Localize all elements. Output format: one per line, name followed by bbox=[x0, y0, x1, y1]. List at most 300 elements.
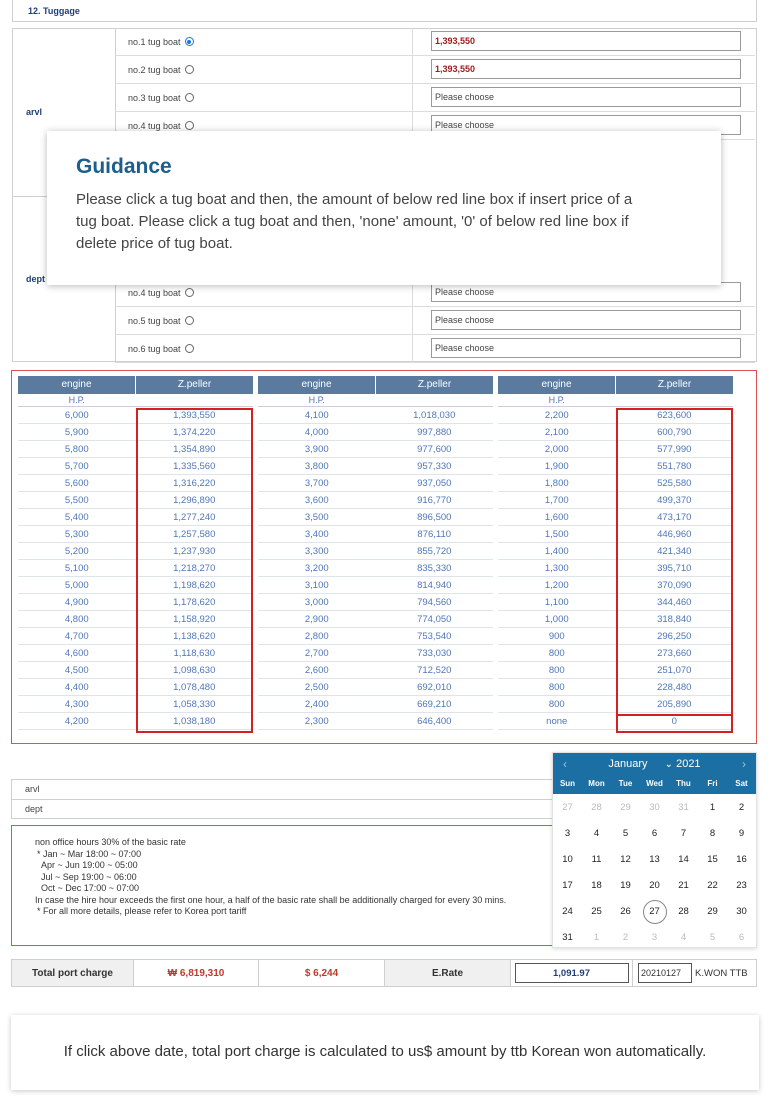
calendar-day[interactable] bbox=[611, 821, 640, 847]
tug-row bbox=[115, 56, 755, 84]
zpeller-cell[interactable]: 370,090 bbox=[657, 580, 692, 591]
engine-cell: 4,200 bbox=[64, 716, 89, 727]
calendar-day[interactable] bbox=[611, 925, 640, 951]
calendar-day-selected[interactable] bbox=[640, 899, 669, 925]
calendar-day-number: 15 bbox=[707, 854, 718, 865]
calendar-day-number: 25 bbox=[591, 906, 602, 917]
calendar-day-number: 6 bbox=[738, 932, 745, 943]
tug-boat-radio[interactable] bbox=[185, 344, 194, 353]
calendar-day[interactable] bbox=[698, 847, 727, 873]
notes-panel bbox=[11, 825, 557, 946]
engine-cell: 4,900 bbox=[64, 597, 89, 608]
calendar-day[interactable] bbox=[727, 899, 756, 925]
engine-cell: 1,500 bbox=[544, 529, 569, 540]
calendar-day[interactable] bbox=[727, 795, 756, 821]
tug-boat-radio[interactable] bbox=[185, 316, 194, 325]
calendar-day-number: 31 bbox=[562, 932, 573, 943]
table-row bbox=[258, 526, 493, 543]
calendar-day-number: 21 bbox=[678, 880, 689, 891]
calendar-day-number: 4 bbox=[680, 932, 687, 943]
month-select[interactable]: January bbox=[608, 757, 648, 770]
calendar-day[interactable] bbox=[611, 847, 640, 873]
calendar-day[interactable] bbox=[698, 795, 727, 821]
engine-cell: 4,800 bbox=[64, 614, 89, 625]
next-month-icon[interactable]: › bbox=[742, 756, 746, 771]
calendar-day-number: 3 bbox=[651, 932, 658, 943]
table-row bbox=[258, 407, 493, 424]
engine-cell: 2,100 bbox=[544, 427, 569, 438]
tug-boat-option[interactable] bbox=[115, 335, 413, 362]
zpeller-cell[interactable]: 1,335,560 bbox=[173, 461, 216, 472]
zpeller-cell[interactable]: 1,198,620 bbox=[173, 580, 216, 591]
zpeller-cell[interactable]: 814,940 bbox=[417, 580, 452, 591]
engine-cell: 900 bbox=[548, 631, 565, 642]
calendar-day[interactable] bbox=[553, 821, 582, 847]
footer-note: If click above date, total port charge is calculated to us$ amount by ttb Korean won automatically. bbox=[11, 1015, 759, 1090]
note-line: Jul ~ Sep 19:00 ~ 06:00 bbox=[41, 871, 137, 882]
zpeller-cell[interactable]: 692,010 bbox=[417, 682, 452, 693]
calendar-day[interactable] bbox=[727, 925, 756, 951]
calendar-day[interactable] bbox=[582, 873, 611, 899]
calendar-day-number: 20 bbox=[649, 880, 660, 891]
zpeller-cell[interactable]: 835,330 bbox=[417, 563, 452, 574]
hours-arvl[interactable]: arvl bbox=[12, 780, 556, 800]
tug-boat-option[interactable] bbox=[115, 28, 413, 55]
calendar-weekdays bbox=[553, 774, 756, 794]
engine-cell: 2,000 bbox=[544, 444, 569, 455]
tug-boat-amount-select[interactable]: Please choose bbox=[431, 338, 741, 358]
calendar-day[interactable] bbox=[669, 925, 698, 951]
zpeller-cell[interactable]: 1,118,630 bbox=[173, 648, 216, 659]
calendar-day-number: 22 bbox=[707, 880, 718, 891]
year-input[interactable]: 2021 bbox=[676, 757, 701, 770]
tug-boat-radio[interactable] bbox=[185, 288, 194, 297]
note-line: In case the hire hour exceeds the first one hour, a half of the basic rate shall be additionally charged for every 30 mins. bbox=[35, 894, 507, 905]
calendar-day-number: 29 bbox=[620, 802, 631, 813]
calendar-month-year bbox=[577, 758, 732, 770]
zpeller-cell[interactable]: 499,370 bbox=[657, 495, 692, 506]
calendar-day-number: 30 bbox=[736, 906, 747, 917]
engine-cell: 5,300 bbox=[64, 529, 89, 540]
calendar-day-number: 6 bbox=[651, 828, 658, 839]
calendar-day[interactable] bbox=[669, 821, 698, 847]
zpeller-cell[interactable]: 1,138,620 bbox=[173, 631, 216, 642]
zpeller-cell[interactable]: 916,770 bbox=[417, 495, 452, 506]
zpeller-cell[interactable]: 855,720 bbox=[417, 546, 452, 557]
unit-label: H.P. bbox=[68, 395, 85, 405]
calendar-day[interactable] bbox=[669, 847, 698, 873]
zpeller-cell[interactable]: 1,237,930 bbox=[173, 546, 216, 557]
weekday-label: Mon bbox=[588, 779, 605, 788]
table-row bbox=[258, 679, 493, 696]
engine-cell: 2,300 bbox=[304, 716, 329, 727]
table-row bbox=[258, 645, 493, 662]
guidance-text: Please click a tug boat and then, the amount of below red line box if insert price of a tug boat. Please click a tug boat and then, 'none' amount, '0' of below red line box if delete price of tug boat. bbox=[76, 191, 633, 252]
calendar-day-number: 14 bbox=[678, 854, 689, 865]
engine-cell: 3,100 bbox=[304, 580, 329, 591]
rate-table-header bbox=[498, 376, 733, 394]
zpeller-cell[interactable]: 395,710 bbox=[657, 563, 692, 574]
engine-cell: none bbox=[546, 716, 568, 727]
engine-cell: 1,600 bbox=[544, 512, 569, 523]
unit-label: H.P. bbox=[548, 395, 565, 405]
tug-boat-radio[interactable] bbox=[185, 93, 194, 102]
zpeller-cell[interactable]: 577,990 bbox=[657, 444, 692, 455]
zpeller-cell[interactable]: 937,050 bbox=[417, 478, 452, 489]
engine-cell: 1,300 bbox=[544, 563, 569, 574]
unit-label: H.P. bbox=[308, 395, 325, 405]
calendar-day[interactable] bbox=[582, 821, 611, 847]
zpeller-cell[interactable]: 318,840 bbox=[657, 614, 692, 625]
unit-blank bbox=[136, 394, 254, 406]
zpeller-cell[interactable]: 525,580 bbox=[657, 478, 692, 489]
engine-cell: 5,100 bbox=[64, 563, 89, 574]
calendar-day-number: 3 bbox=[564, 828, 571, 839]
engine-cell: 1,100 bbox=[544, 597, 569, 608]
zpeller-cell[interactable]: 794,560 bbox=[417, 597, 452, 608]
unit-blank bbox=[616, 394, 734, 406]
date-picker bbox=[552, 752, 757, 948]
engine-cell: 2,900 bbox=[304, 614, 329, 625]
calendar-day-number: 7 bbox=[680, 828, 687, 839]
hours-panel bbox=[11, 779, 557, 819]
calendar-day[interactable] bbox=[611, 795, 640, 821]
date-cell bbox=[633, 960, 756, 986]
engine-cell: 2,600 bbox=[304, 665, 329, 676]
tug-row bbox=[115, 28, 755, 56]
section-title: 12. Tuggage bbox=[12, 0, 757, 22]
tug-boat-amount-select[interactable]: Please choose bbox=[431, 87, 741, 107]
engine-cell: 4,300 bbox=[64, 699, 89, 710]
zpeller-cell[interactable]: 1,158,920 bbox=[173, 614, 216, 625]
zpeller-cell[interactable]: 273,660 bbox=[657, 648, 692, 659]
tug-boat-amount-select[interactable]: Please choose bbox=[431, 115, 741, 135]
chevron-down-icon[interactable]: ⌄ bbox=[664, 758, 674, 770]
calendar-day[interactable] bbox=[698, 899, 727, 925]
engine-cell: 1,000 bbox=[544, 614, 569, 625]
calendar-day[interactable] bbox=[582, 899, 611, 925]
calendar-day-number: 2 bbox=[622, 932, 629, 943]
calendar-day-number: 24 bbox=[562, 906, 573, 917]
calendar-day-number: 29 bbox=[707, 906, 718, 917]
red-line-box-1 bbox=[136, 408, 253, 733]
engine-cell: 2,700 bbox=[304, 648, 329, 659]
calendar-day-number: 5 bbox=[709, 932, 716, 943]
calendar-day-number: 1 bbox=[709, 802, 716, 813]
tug-row bbox=[115, 84, 755, 112]
zpeller-cell[interactable]: 1,277,240 bbox=[173, 512, 216, 523]
unit-row bbox=[498, 394, 733, 407]
calendar-day-number: 5 bbox=[622, 828, 629, 839]
engine-cell: 5,600 bbox=[64, 478, 89, 489]
tug-row bbox=[115, 307, 755, 335]
engine-cell: 3,800 bbox=[304, 461, 329, 472]
calendar-days bbox=[553, 794, 756, 951]
unit-row bbox=[18, 394, 253, 407]
dept-label: dept bbox=[26, 274, 45, 284]
zpeller-cell[interactable]: 228,480 bbox=[657, 682, 692, 693]
calendar-day[interactable] bbox=[698, 821, 727, 847]
tug-boat-radio[interactable] bbox=[185, 121, 194, 130]
tug-boat-label: no.1 tug boat bbox=[128, 37, 181, 47]
table-row bbox=[258, 628, 493, 645]
column-header: Z.peller bbox=[135, 376, 253, 394]
calendar-day[interactable] bbox=[611, 873, 640, 899]
zpeller-cell[interactable]: 1,257,580 bbox=[173, 529, 216, 540]
calendar-day-number: 30 bbox=[649, 802, 660, 813]
weekday-label: Thu bbox=[676, 779, 691, 788]
calendar-day[interactable] bbox=[582, 847, 611, 873]
calendar-day-number: 27 bbox=[643, 900, 667, 924]
tug-boat-label: no.4 tug boat bbox=[128, 121, 181, 131]
weekday-label: Sat bbox=[735, 779, 748, 788]
engine-cell: 1,400 bbox=[544, 546, 569, 557]
engine-cell: 1,700 bbox=[544, 495, 569, 506]
tug-row bbox=[115, 335, 755, 363]
zpeller-cell[interactable]: 1,178,620 bbox=[173, 597, 216, 608]
zpeller-cell[interactable]: 733,030 bbox=[417, 648, 452, 659]
calendar-day[interactable] bbox=[640, 873, 669, 899]
weekday-label: Fri bbox=[707, 779, 718, 788]
zpeller-cell[interactable]: 205,890 bbox=[657, 699, 692, 710]
engine-cell: 2,200 bbox=[544, 410, 569, 421]
calendar-day[interactable] bbox=[640, 795, 669, 821]
arvl-label: arvl bbox=[26, 107, 43, 117]
calendar-day-number: 10 bbox=[562, 854, 573, 865]
engine-cell: 5,400 bbox=[64, 512, 89, 523]
erate-label: E.Rate bbox=[385, 960, 511, 986]
zpeller-cell[interactable]: 1,354,890 bbox=[173, 444, 216, 455]
table-row bbox=[258, 441, 493, 458]
calendar-day[interactable] bbox=[727, 873, 756, 899]
zpeller-cell[interactable]: 551,780 bbox=[657, 461, 692, 472]
weekday-label: Tue bbox=[618, 779, 633, 788]
engine-cell: 3,500 bbox=[304, 512, 329, 523]
zpeller-cell[interactable]: 957,330 bbox=[417, 461, 452, 472]
zpeller-cell[interactable]: 1,058,330 bbox=[173, 699, 216, 710]
engine-cell: 4,000 bbox=[304, 427, 329, 438]
table-row bbox=[258, 475, 493, 492]
table-row bbox=[258, 424, 493, 441]
calendar-day-number: 23 bbox=[736, 880, 747, 891]
engine-cell: 3,600 bbox=[304, 495, 329, 506]
calendar-day[interactable] bbox=[698, 873, 727, 899]
zpeller-cell[interactable]: 1,374,220 bbox=[173, 427, 216, 438]
calendar-day-number: 28 bbox=[591, 802, 602, 813]
engine-cell: 3,900 bbox=[304, 444, 329, 455]
zpeller-cell[interactable]: 1,038,180 bbox=[173, 716, 216, 727]
total-label: Total port charge bbox=[12, 960, 134, 986]
rate-table bbox=[258, 376, 493, 730]
table-row bbox=[258, 662, 493, 679]
tug-boat-amount-select[interactable]: 1,393,550 bbox=[431, 31, 741, 51]
zpeller-cell[interactable]: 251,070 bbox=[657, 665, 692, 676]
calendar-day-number: 16 bbox=[736, 854, 747, 865]
zpeller-cell[interactable]: 421,340 bbox=[657, 546, 692, 557]
zpeller-cell[interactable]: 1,018,030 bbox=[413, 410, 456, 421]
zpeller-cell[interactable]: 1,316,220 bbox=[173, 478, 216, 489]
engine-cell: 800 bbox=[548, 682, 565, 693]
engine-cell: 4,500 bbox=[64, 665, 89, 676]
calendar-day[interactable] bbox=[582, 925, 611, 951]
calendar-day-number: 19 bbox=[620, 880, 631, 891]
engine-cell: 1,800 bbox=[544, 478, 569, 489]
total-krw: ₩ 6,819,310 bbox=[134, 960, 259, 986]
table-row bbox=[258, 560, 493, 577]
engine-cell: 2,500 bbox=[304, 682, 329, 693]
calendar-day[interactable] bbox=[669, 899, 698, 925]
tug-boat-radio[interactable] bbox=[185, 65, 194, 74]
red-line-box-none bbox=[616, 714, 733, 733]
tug-boat-amount-select[interactable]: Please choose bbox=[431, 310, 741, 330]
calendar-day[interactable] bbox=[727, 847, 756, 873]
engine-cell: 5,900 bbox=[64, 427, 89, 438]
calendar-day[interactable] bbox=[640, 821, 669, 847]
calendar-day-number: 8 bbox=[709, 828, 716, 839]
engine-cell: 800 bbox=[548, 699, 565, 710]
zpeller-cell[interactable]: 1,078,480 bbox=[173, 682, 216, 693]
calendar-day[interactable] bbox=[553, 847, 582, 873]
calendar-day-number: 9 bbox=[738, 828, 745, 839]
engine-cell: 1,900 bbox=[544, 461, 569, 472]
engine-cell: 5,200 bbox=[64, 546, 89, 557]
engine-cell: 3,000 bbox=[304, 597, 329, 608]
zpeller-cell[interactable]: 669,210 bbox=[417, 699, 452, 710]
calendar-header bbox=[553, 753, 756, 774]
zpeller-cell[interactable]: 896,500 bbox=[417, 512, 452, 523]
calendar-day[interactable] bbox=[553, 795, 582, 821]
engine-cell: 5,800 bbox=[64, 444, 89, 455]
weekday-label: Sun bbox=[559, 779, 576, 788]
calendar-day[interactable] bbox=[640, 925, 669, 951]
unit-row bbox=[258, 394, 493, 407]
calendar-day-number: 26 bbox=[620, 906, 631, 917]
erate-value[interactable]: 1,091.97 bbox=[515, 963, 629, 983]
tug-boat-amount-select[interactable]: 1,393,550 bbox=[431, 59, 741, 79]
engine-cell: 2,800 bbox=[304, 631, 329, 642]
zpeller-cell[interactable]: 646,400 bbox=[417, 716, 452, 727]
zpeller-cell[interactable]: 997,880 bbox=[417, 427, 452, 438]
red-line-box-3 bbox=[616, 408, 733, 716]
engine-cell: 4,100 bbox=[304, 410, 329, 421]
table-row bbox=[258, 713, 493, 730]
guidance-popup bbox=[47, 131, 721, 285]
table-row bbox=[258, 458, 493, 475]
column-header: engine bbox=[61, 379, 92, 390]
tug-boat-label: no.3 tug boat bbox=[128, 93, 181, 103]
note-line: non office hours 30% of the basic rate bbox=[35, 837, 186, 847]
calendar-day[interactable] bbox=[611, 899, 640, 925]
zpeller-cell[interactable]: 623,600 bbox=[657, 410, 692, 421]
weekday-label: Wed bbox=[646, 779, 663, 788]
column-header: engine bbox=[301, 379, 332, 390]
note-line: * Jan ~ Mar 18:00 ~ 07:00 bbox=[37, 848, 142, 859]
total-usd: $ 6,244 bbox=[259, 960, 385, 986]
calendar-day-number: 17 bbox=[562, 880, 573, 891]
calendar-day[interactable] bbox=[727, 821, 756, 847]
zpeller-cell[interactable]: 446,960 bbox=[657, 529, 692, 540]
calendar-day[interactable] bbox=[669, 795, 698, 821]
calendar-day[interactable] bbox=[553, 899, 582, 925]
date-input[interactable]: 20210127 bbox=[638, 963, 692, 983]
calendar-day[interactable] bbox=[582, 795, 611, 821]
engine-cell: 5,700 bbox=[64, 461, 89, 472]
engine-cell: 3,200 bbox=[304, 563, 329, 574]
total-port-charge-bar bbox=[11, 959, 757, 987]
column-header: engine bbox=[541, 379, 572, 390]
calendar-day[interactable] bbox=[553, 873, 582, 899]
zpeller-cell[interactable]: 473,170 bbox=[657, 512, 692, 523]
zpeller-cell[interactable]: 712,520 bbox=[417, 665, 452, 676]
tug-boat-option[interactable] bbox=[115, 56, 413, 83]
zpeller-cell[interactable]: 753,540 bbox=[417, 631, 452, 642]
unit-blank bbox=[376, 394, 494, 406]
tug-boat-radio[interactable] bbox=[185, 37, 194, 46]
tug-boat-label: no.2 tug boat bbox=[128, 65, 181, 75]
calendar-day-number: 31 bbox=[678, 802, 689, 813]
engine-cell: 4,400 bbox=[64, 682, 89, 693]
zpeller-cell[interactable]: 977,600 bbox=[417, 444, 452, 455]
calendar-day[interactable] bbox=[553, 925, 582, 951]
guidance-title: Guidance bbox=[76, 155, 172, 178]
tug-boat-option[interactable] bbox=[115, 84, 413, 111]
calendar-day-number: 4 bbox=[593, 828, 600, 839]
table-row bbox=[258, 543, 493, 560]
prev-month-icon[interactable]: ‹ bbox=[563, 756, 567, 771]
engine-cell: 800 bbox=[548, 665, 565, 676]
calendar-day[interactable] bbox=[669, 873, 698, 899]
calendar-day-number: 27 bbox=[562, 802, 573, 813]
zpeller-cell[interactable]: 600,790 bbox=[657, 427, 692, 438]
engine-cell: 5,000 bbox=[64, 580, 89, 591]
zpeller-cell[interactable]: 296,250 bbox=[657, 631, 692, 642]
engine-cell: 6,000 bbox=[64, 410, 89, 421]
tug-boat-option[interactable] bbox=[115, 307, 413, 334]
zpeller-cell[interactable]: 1,296,890 bbox=[173, 495, 216, 506]
calendar-day-number: 2 bbox=[738, 802, 745, 813]
zpeller-cell[interactable]: 1,393,550 bbox=[173, 410, 216, 421]
engine-cell: 3,700 bbox=[304, 478, 329, 489]
zpeller-cell[interactable]: 0 bbox=[671, 716, 677, 727]
zpeller-cell[interactable]: 774,050 bbox=[417, 614, 452, 625]
hours-dept[interactable]: dept bbox=[25, 804, 43, 814]
calendar-day-number: 12 bbox=[620, 854, 631, 865]
engine-cell: 2,400 bbox=[304, 699, 329, 710]
table-row bbox=[258, 509, 493, 526]
engine-cell: 3,400 bbox=[304, 529, 329, 540]
zpeller-cell[interactable]: 876,110 bbox=[417, 529, 452, 540]
note-line: Apr ~ Jun 19:00 ~ 05:00 bbox=[41, 860, 138, 870]
zpeller-cell[interactable]: 1,218,270 bbox=[173, 563, 216, 574]
zpeller-cell[interactable]: 344,460 bbox=[657, 597, 692, 608]
zpeller-cell[interactable]: 1,098,630 bbox=[173, 665, 216, 676]
calendar-day-number: 11 bbox=[591, 854, 602, 865]
engine-cell: 5,500 bbox=[64, 495, 89, 506]
tug-boat-amount-select[interactable]: Please choose bbox=[431, 282, 741, 302]
column-header: Z.peller bbox=[375, 376, 493, 394]
table-row bbox=[258, 577, 493, 594]
calendar-day[interactable] bbox=[698, 925, 727, 951]
tug-boat-label: no.6 tug boat bbox=[128, 344, 181, 354]
tug-boat-label: no.4 tug boat bbox=[128, 288, 181, 298]
calendar-day-number: 28 bbox=[678, 906, 689, 917]
calendar-day[interactable] bbox=[640, 847, 669, 873]
table-row bbox=[258, 611, 493, 628]
rate-table-header bbox=[18, 376, 253, 394]
calendar-day-number: 1 bbox=[593, 932, 600, 943]
engine-cell: 4,600 bbox=[64, 648, 89, 659]
engine-cell: 3,300 bbox=[304, 546, 329, 557]
